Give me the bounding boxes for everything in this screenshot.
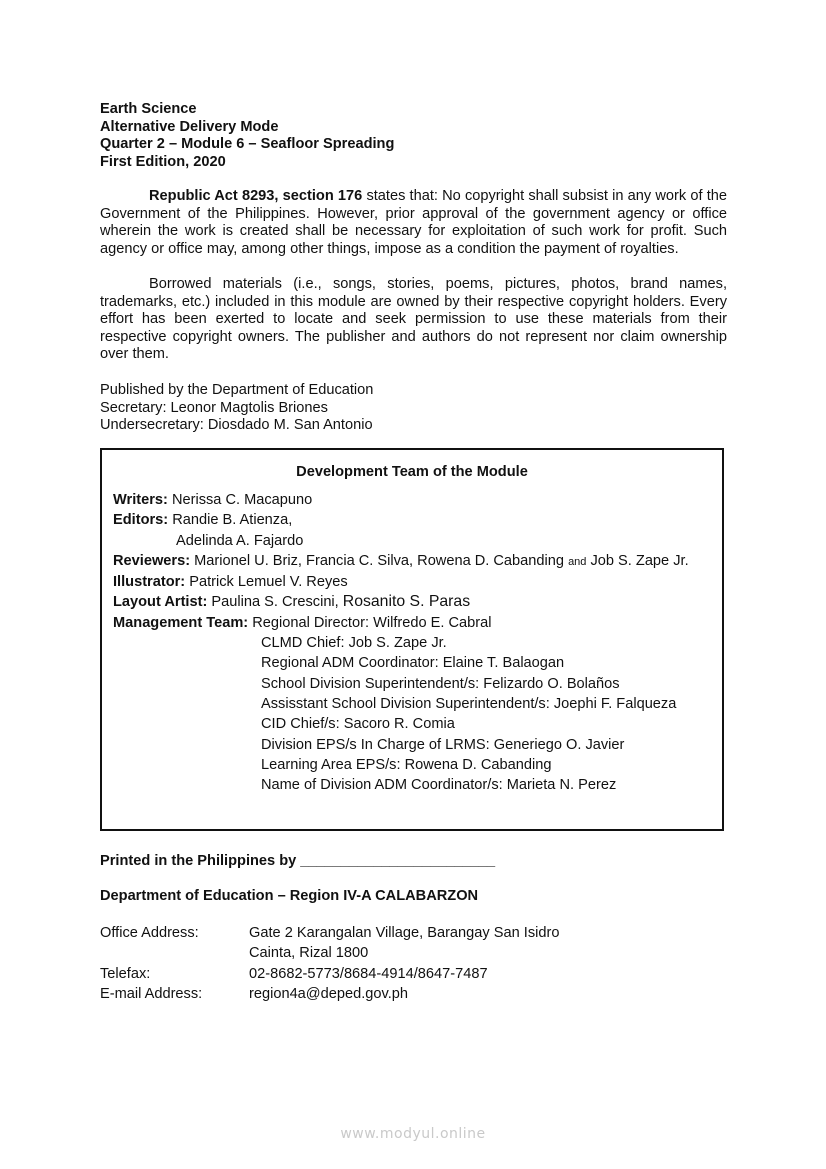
region-heading: Department of Education – Region IV-A CALABARZON: [100, 888, 479, 904]
office-address-row: [100, 923, 559, 943]
management-member: Learning Area EPS/s: Rowena D. Cabanding: [261, 756, 552, 773]
telefax-row: [100, 964, 559, 984]
email-value: region4a@deped.gov.ph: [249, 985, 408, 1002]
layout-artist-row: [113, 592, 689, 612]
secretary: Secretary: Leonor Magtolis Briones: [100, 399, 328, 416]
reviewers-and: and: [568, 555, 587, 568]
module-title: Quarter 2 – Module 6 – Seafloor Spreading: [100, 136, 395, 153]
printed-by-line: Printed in the Philippines by ________________________: [100, 853, 496, 869]
office-address-row-2: [100, 943, 559, 963]
illustrator-value: Patrick Lemuel V. Reyes: [185, 574, 348, 591]
reviewers-row: [113, 551, 689, 572]
layout-value: Paulina S. Crescini,: [207, 594, 343, 611]
editors-label: Editors:: [113, 512, 169, 529]
law-citation: Republic Act 8293, section 176: [149, 188, 363, 204]
delivery-mode: Alternative Delivery Mode: [100, 118, 279, 135]
office-label: Office Address:: [100, 925, 199, 941]
team-list: [113, 490, 689, 795]
management-member: Division EPS/s In Charge of LRMS: Generiego O. Javier: [261, 736, 625, 753]
layout-value-2: Rosanito S. Paras: [342, 593, 471, 611]
writers-value: Nerissa C. Macapuno: [167, 492, 313, 508]
illustrator-label: Illustrator:: [113, 574, 186, 591]
watermark: www.modyul.online: [340, 1126, 486, 1142]
layout-label: Layout Artist:: [113, 594, 208, 611]
telefax-value: 02-8682-5773/8684-4914/8647-7487: [249, 965, 488, 982]
publisher-info: [100, 382, 373, 435]
document-header: [100, 101, 394, 171]
management-member: Regional Director: Wilfredo E. Cabral: [248, 614, 492, 631]
management-label: Management Team:: [113, 614, 249, 631]
office-value: Gate 2 Karangalan Village, Barangay San Isidro: [249, 925, 560, 941]
editors-value: Randie B. Atienza,: [168, 512, 293, 529]
management-member: Name of Division ADM Coordinator/s: Marieta N. Perez: [261, 777, 617, 794]
management-member: Regional ADM Coordinator: Elaine T. Balaogan: [261, 655, 565, 672]
management-member: School Division Superintendent/s: Felizardo O. Bolaños: [261, 675, 620, 692]
edition: First Edition, 2020: [100, 153, 226, 170]
development-team-box: [100, 448, 724, 831]
published-by: Published by the Department of Education: [100, 382, 374, 398]
reviewers-value-2: Job S. Zape Jr.: [586, 552, 689, 569]
email-row: [100, 984, 559, 1004]
law-text: states that: No copyright shall subsist in any work of the Government of the Philippines. However, prior approval of the government agency or office wherein the work is created shall be necessary for exploitation of such work for profit. Such agency or office may, among other things, impose as a condition the payment of royalties.: [100, 188, 727, 257]
office-value-2: Cainta, Rizal 1800: [249, 945, 369, 962]
writers-label: Writers:: [113, 492, 168, 508]
telefax-label: Telefax:: [100, 965, 151, 982]
undersecretary: Undersecretary: Diosdado M. San Antonio: [100, 417, 373, 434]
contact-info: [100, 923, 559, 1004]
editors-row: [113, 510, 689, 530]
management-member: Assisstant School Division Superintendent/s: Joephi F. Falqueza: [261, 695, 677, 712]
development-team-title: Development Team of the Module: [296, 464, 528, 480]
management-member: CLMD Chief: Job S. Zape Jr.: [261, 635, 447, 652]
subject-title: Earth Science: [100, 101, 197, 117]
reviewers-value: Marionel U. Briz, Francia C. Silva, Rowena D. Cabanding: [190, 552, 569, 569]
reviewers-label: Reviewers:: [113, 552, 191, 569]
editors-row-2: Adelinda A. Fajardo: [176, 532, 304, 549]
illustrator-row: [113, 572, 689, 592]
email-label: E-mail Address:: [100, 985, 203, 1002]
borrowed-materials-paragraph: Borrowed materials (i.e., songs, stories, poems, pictures, photos, brand names, trademarks, etc.) included in this module are owned by their respective copyright holders. Every effort has been exerted to locate and seek permission to use these materials from their respective copyright owners. The publisher and authors do not represent nor claim ownership over them.: [100, 276, 727, 363]
management-member: CID Chief/s: Sacoro R. Comia: [261, 716, 455, 733]
copyright-paragraph: [100, 188, 727, 258]
management-row: [113, 613, 689, 633]
writers-row: [113, 490, 689, 510]
